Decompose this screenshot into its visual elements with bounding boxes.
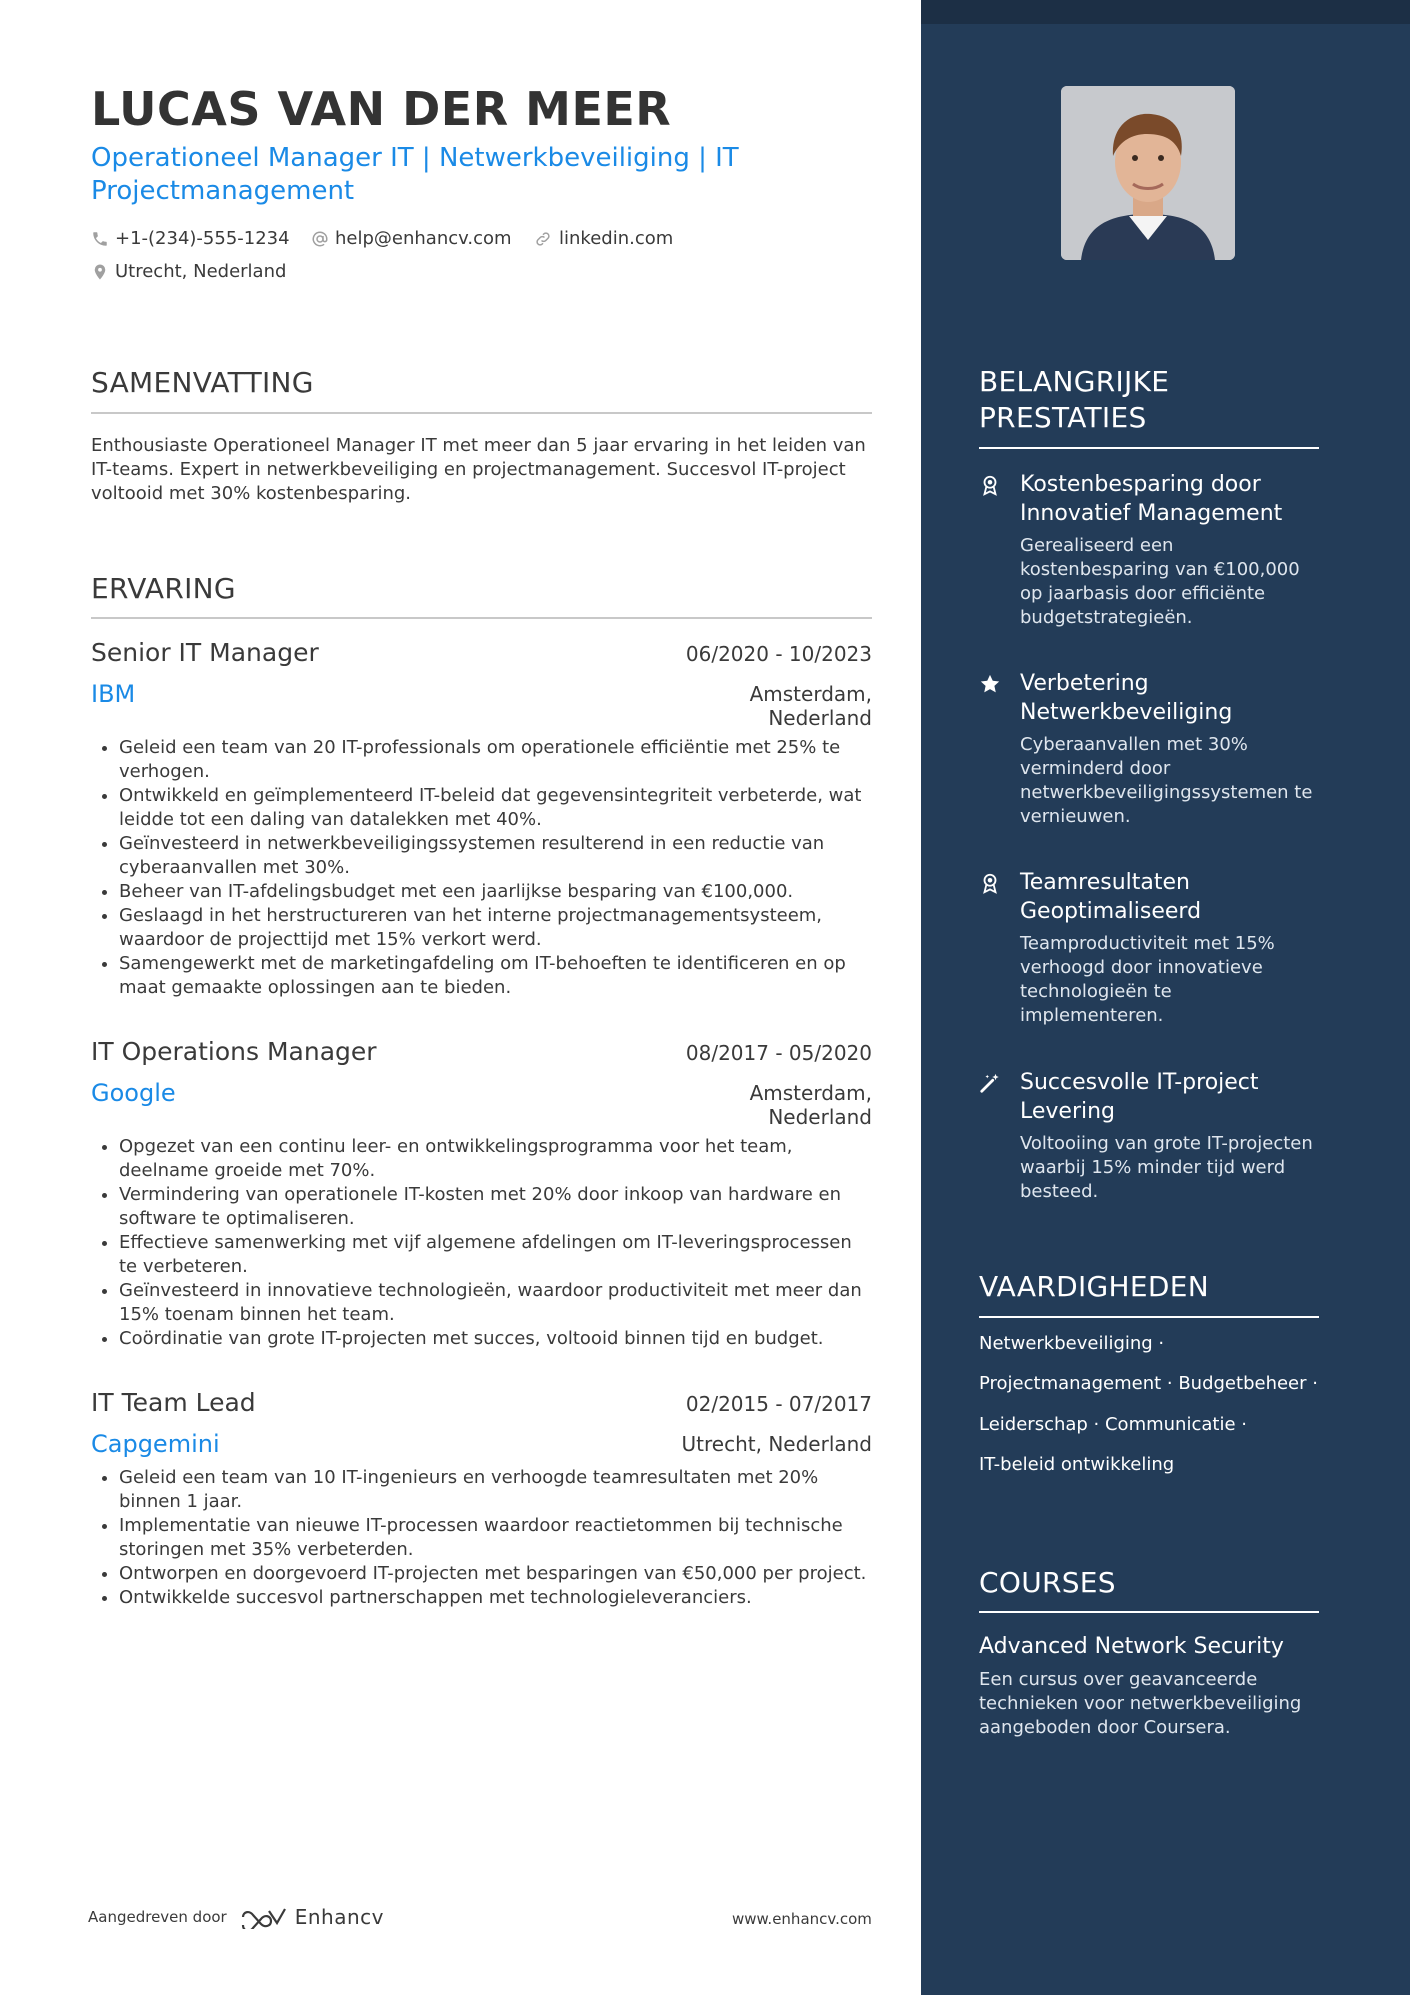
course-title: Advanced Network Security [979,1634,1284,1659]
achievement-desc: Teamproductiviteit met 15% verhoogd door innovatieve technologieën te implementeren. [1020,933,1275,1026]
sidebar [921,0,1410,1995]
profile-photo [1061,86,1235,260]
achievement-desc: Voltooiing van grote IT-projecten waarbij 15% minder tijd werd besteed. [1020,1133,1313,1202]
achievement-title: Kostenbesparing door Innovatief Management [1020,472,1283,526]
skill-line: IT-beleid ontwikkeling [979,1454,1175,1475]
job-bullets [91,1466,874,1610]
candidate-name: LUCAS VAN DER MEER [91,82,672,136]
at-icon [311,230,329,248]
job-bullet: • Effectieve samenwerking met vijf algemene afdelingen om IT-leveringsprocessen te verbeteren. [119,1231,874,1279]
job-bullets [91,736,874,1000]
job-bullet: • Geleid een team van 20 IT-professionals om operationele efficiëntie met 25% te verhogen. [119,736,874,784]
achievements-divider [979,447,1319,449]
award-icon [979,474,1001,496]
enhancv-logo-icon [239,1905,287,1929]
email-text: help@enhancv.com [335,228,512,249]
contact-phone[interactable] [91,228,290,249]
job-company: IBM [91,680,136,708]
powered-by-text: Aangedreven door [88,1908,227,1926]
skill-line: Projectmanagement · Budgetbeheer · [979,1373,1318,1394]
job-bullet: • Vermindering van operationele IT-kosten met 20% door inkoop van hardware en software te optimaliseren. [119,1183,874,1231]
magic-wand-icon [979,1072,1001,1094]
achievement-title: Succesvolle IT-project Levering [1020,1070,1259,1124]
job-dates: 02/2015 - 07/2017 [685,1392,872,1416]
skill-line: Leiderschap · Communicatie · [979,1414,1247,1435]
courses-heading: COURSES [979,1566,1116,1599]
candidate-subtitle: Operationeel Manager IT | Netwerkbeveiliging | IT Projectmanagement [91,143,739,206]
brand-name[interactable]: Enhancv [294,1905,384,1929]
job-bullet: • Geslaagd in het herstructureren van het interne projectmanagementsysteem, waardoor de projecttijd met 15% verkort werd. [119,904,874,952]
job-title: Senior IT Manager [91,638,319,667]
courses-divider [979,1611,1319,1613]
skill-line: Netwerkbeveiliging · [979,1333,1165,1354]
job-bullet: • Coördinatie van grote IT-projecten met succes, voltooid binnen tijd en budget. [119,1327,874,1351]
location-text: Utrecht, Nederland [115,261,287,282]
job-title: IT Team Lead [91,1388,256,1417]
summary-divider [91,412,872,414]
job-location: Utrecht, Nederland [681,1432,872,1456]
avatar [1061,86,1235,260]
achievement-desc: Cyberaanvallen met 30% verminderd door netwerkbeveiligingssystemen te vernieuwen. [1020,734,1313,827]
job-company: Capgemini [91,1430,220,1458]
course-desc: Een cursus over geavanceerde technieken voor netwerkbeveiliging aangeboden door Coursera. [979,1669,1302,1738]
phone-icon [91,230,109,248]
experience-divider [91,617,872,619]
job-bullet: • Ontwikkelde succesvol partnerschappen met technologieleveranciers. [119,1586,874,1610]
achievement-title: Teamresultaten Geoptimaliseerd [1020,870,1202,924]
job-bullets [91,1135,874,1351]
job-dates: 06/2020 - 10/2023 [685,642,872,666]
job-location: Amsterdam, Nederland [749,1081,872,1129]
phone-text: +1-(234)-555-1234 [115,228,290,249]
job-bullet: • Geleid een team van 10 IT-ingenieurs en verhoogde teamresultaten met 20% binnen 1 jaar. [119,1466,874,1514]
job-bullet: • Implementatie van nieuwe IT-processen waardoor reactietommen bij technische storingen met 35% verbeterden. [119,1514,874,1562]
job-company: Google [91,1079,176,1107]
job-bullet: • Samengewerkt met de marketingafdeling om IT-behoeften te identificeren en op maat gemaakte oplossingen aan te bieden. [119,952,874,1000]
achievement-desc: Gerealiseerd een kostenbesparing van €100,000 op jaarbasis door efficiënte budgetstrategieën. [1020,535,1300,628]
job-bullet: • Ontwikkeld en geïmplementeerd IT-beleid dat gegevensintegriteit verbeterde, wat leidde tot een daling van datalekken met 40%. [119,784,874,832]
award-icon [979,872,1001,894]
job-location: Amsterdam, Nederland [749,682,872,730]
job-title: IT Operations Manager [91,1037,377,1066]
sidebar-top-bar [921,0,1410,24]
star-icon [979,673,1001,695]
job-bullet: • Opgezet van een continu leer- en ontwikkelingsprogramma voor het team, deelname groeide met 70%. [119,1135,874,1183]
achievement-title: Verbetering Netwerkbeveiliging [1020,671,1233,725]
summary-heading: SAMENVATTING [91,366,314,399]
experience-heading: ERVARING [91,572,236,605]
contact-location [91,261,286,282]
achievements-heading: BELANGRIJKE PRESTATIES [979,365,1170,434]
contact-linkedin[interactable] [533,228,673,249]
link-icon [533,230,553,248]
job-bullet: • Geïnvesteerd in innovatieve technologieën, waardoor productiviteit met meer dan 15% toenam binnen het team. [119,1279,874,1327]
skills-divider [979,1316,1319,1318]
job-bullet: • Geïnvesteerd in netwerkbeveiligingssystemen resulterend in een reductie van cyberaanvallen met 30%. [119,832,874,880]
footer-powered-by [88,1905,384,1929]
linkedin-text: linkedin.com [559,228,674,249]
footer-website[interactable]: www.enhancv.com [732,1910,872,1928]
job-dates: 08/2017 - 05/2020 [685,1041,872,1065]
job-bullet: • Beheer van IT-afdelingsbudget met een jaarlijkse besparing van €100,000. [119,880,874,904]
job-bullet: • Ontworpen en doorgevoerd IT-projecten met besparingen van €50,000 per project. [119,1562,874,1586]
summary-text: Enthousiaste Operationeel Manager IT met meer dan 5 jaar ervaring in het leiden van IT-teams. Expert in netwerkbeveiliging en projectmanagement. Succesvol IT-project voltooid met 30% kostenbesparing. [91,435,866,504]
contact-email[interactable] [311,228,512,249]
skills-heading: VAARDIGHEDEN [979,1270,1209,1303]
location-pin-icon [91,262,109,282]
